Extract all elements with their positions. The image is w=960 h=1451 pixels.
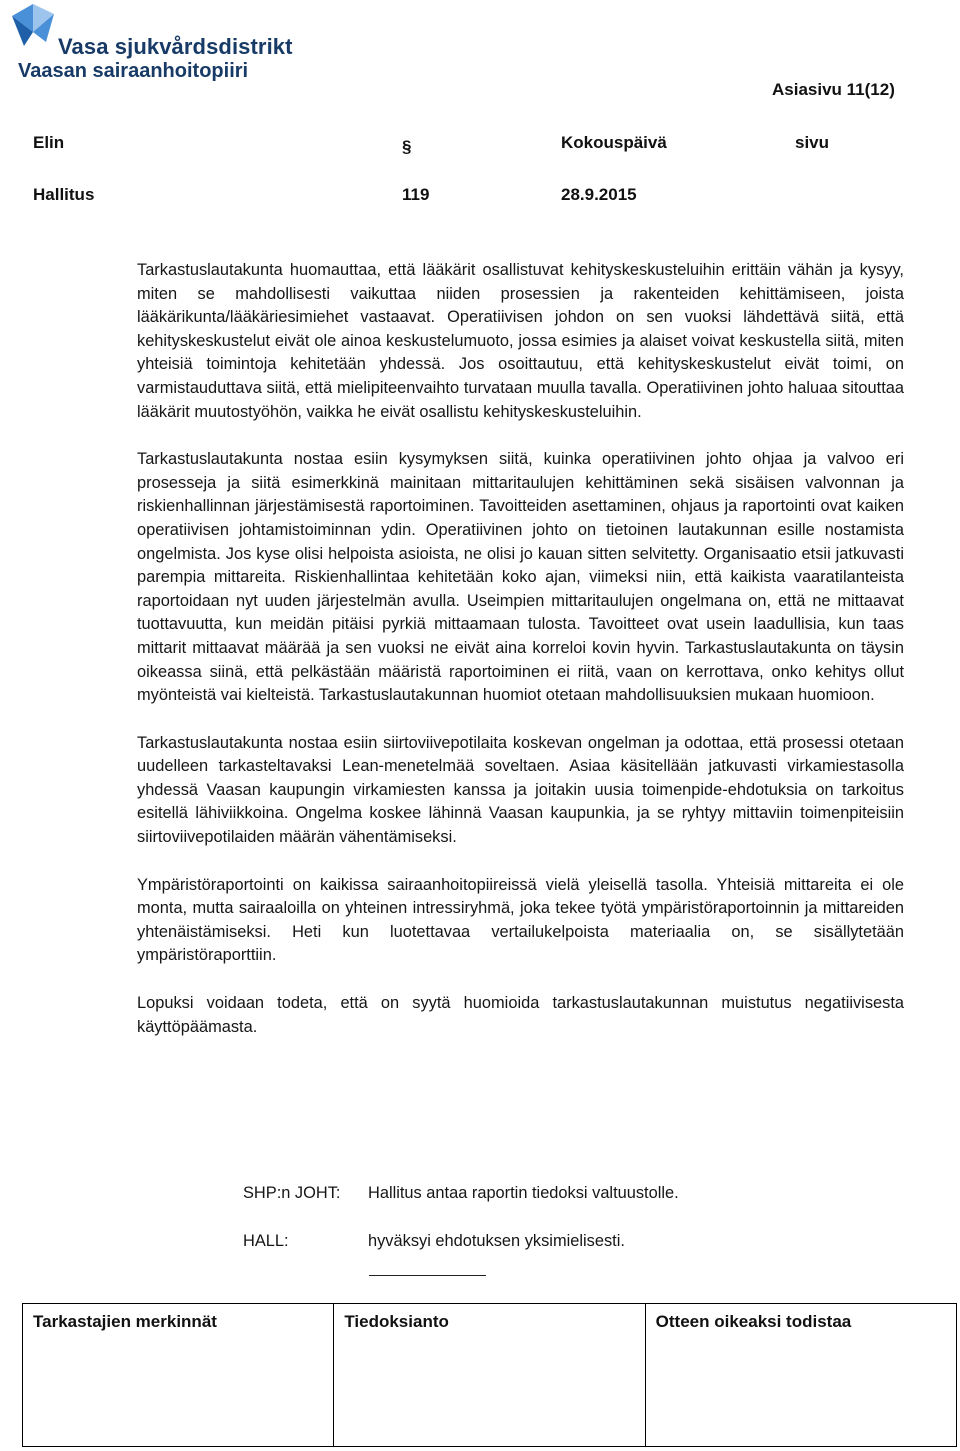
logo-text-finnish: Vaasan sairaanhoitopiiri xyxy=(18,60,249,82)
decision-key: SHP:n JOHT: xyxy=(243,1184,341,1202)
footer-cell-certification: Otteen oikeaksi todistaa xyxy=(655,1312,852,1331)
district-logo-icon xyxy=(6,2,60,56)
decision-key: HALL: xyxy=(243,1232,289,1250)
section-mark: § xyxy=(402,137,412,156)
paragraph: Lopuksi voidaan todeta, että on syytä huomioida tarkastuslautakunnan muistutus negatiivisesta käyttöpäämasta. xyxy=(137,994,904,1036)
decision-text: hyväksyi ehdotuksen yksimielisesti. xyxy=(368,1232,625,1250)
decision-row xyxy=(243,1184,679,1203)
decision-row xyxy=(243,1232,625,1251)
paragraph: Tarkastuslautakunta nostaa esiin siirtoviivepotilaita koskevan ongelman ja odottaa, että prosessi otetaan uudelleen tarkasteltavaksi Lean-menetelmää soveltaen. Asiaa käsitellään jatkuvasti virkamiestasolla yhdessä Vaasan kaupungin virkamiesten kanssa ja joitakin uusia toimenpide-ehdotuksia on tarkoitus esitellä lähiviikkoina. Ongelma koskee lähinnä Vaasan kaupunkia, ja se ryhtyy mittaviin toimenpiteisiin siirtoviivepotilaiden määrän vähentämiseksi. xyxy=(137,733,904,847)
footer-cell-reviewers: Tarkastajien merkinnät xyxy=(23,1304,334,1446)
organ-value: Hallitus xyxy=(33,185,95,204)
logo-text-swedish: Vasa sjukvårdsdistrikt xyxy=(58,34,293,59)
footer-table xyxy=(22,1303,957,1447)
organ-label: Elin xyxy=(33,133,65,152)
signature-line xyxy=(369,1275,486,1276)
footer-cell-notification: Tiedoksianto xyxy=(334,1304,645,1446)
page-info: Asiasivu 11(12) xyxy=(772,80,895,99)
page-label: sivu xyxy=(795,133,830,152)
document-body xyxy=(137,259,904,1063)
section-number: 119 xyxy=(402,185,430,204)
date-label: Kokouspäivä xyxy=(561,133,667,152)
paragraph: Ympäristöraportointi on kaikissa sairaanhoitopiireissä vielä yleisellä tasolla. Yhteisiä mittareita ei ole monta, mutta sairaaloilla on yhteinen intressiryhmä, joka tekee työtä ympäristöraportoinnin ja mittareiden yhtenäistämiseksi. Heti kun luotettavaa vertailukelpoista materiaalia on, se sisällytetään ympäristöraporttiin. xyxy=(137,875,904,965)
meeting-date: 28.9.2015 xyxy=(561,185,637,204)
paragraph: Tarkastuslautakunta nostaa esiin kysymyksen siitä, kuinka operatiivinen johto ohjaa ja valvoo eri prosesseja ja siitä esimerkkinä mainitaan mittaritaulujen kehittäminen sekä sisäisen valvonnan ja riskienhallinnan järjestämisestä raportoiminen. Tavoitteiden asettaminen, ohjaus ja raportointi ovat kaiken operatiivisen johtamistoiminnan ydin. Operatiivinen johto on tietoinen lautakunnan esille nostamista ongelmista. Jos kyse olisi helpoista asioista, ne olisi jo kauan sitten selvitetty. Organisaatio etsii jatkuvasti parempia mittareita. Riskienhallintaa kehitetään koko ajan, viimeksi niin, että kaikista vaaratilanteista raportoidaan nyt uuden järjestelmän avulla. Useimpien mittaritaulujen ongelmana on, että ne mittaavat tuottavuutta, kun meidän pitäisi pyrkiä mittaamaan tulosta. Tavoitteet ovat usein laadullisia, kun taas mittarit mittaavat määrää ja sen vuoksi ne eivät aina korreloi kovin hyvin. Tarkastuslautakunta on täysin oikeassa siinä, että pelkästään määristä raportoiminen ei riitä, vaan on kerrottava, onko kehitys ollut myönteistä vai kielteistä. Tarkastuslautakunnan huomiot otetaan mahdollisuuksien mukaan huomioon. xyxy=(137,450,904,705)
decision-text: Hallitus antaa raportin tiedoksi valtuustolle. xyxy=(368,1184,679,1202)
paragraph: Tarkastuslautakunta huomauttaa, että lääkärit osallistuvat kehityskeskusteluihin erittäin vähän ja kysyy, miten se mahdollisesti vaikuttaa niiden prosessien ja rakenteiden kehittämiseen, joista lääkärikunta/lääkäriesimiehet vastaavat. Operatiivisen johdon on sen vuoksi lähdettävä siitä, että kehityskeskustelut eivät ole ainoa keskustelumuoto, jossa esimies ja alaiset voivat keskustella siitä, miten yhteisiä toimintoja kehitetään yhdessä. Jos osoittautuu, että kehityskeskustelut eivät toimi, on varmistauduttava siitä, että mielipiteenvaihto turvataan muulla tavalla. Operatiivinen johto haluaa sitouttaa lääkärit muutostyöhön, vaikka he eivät osallistu kehityskeskusteluihin. xyxy=(137,261,904,421)
